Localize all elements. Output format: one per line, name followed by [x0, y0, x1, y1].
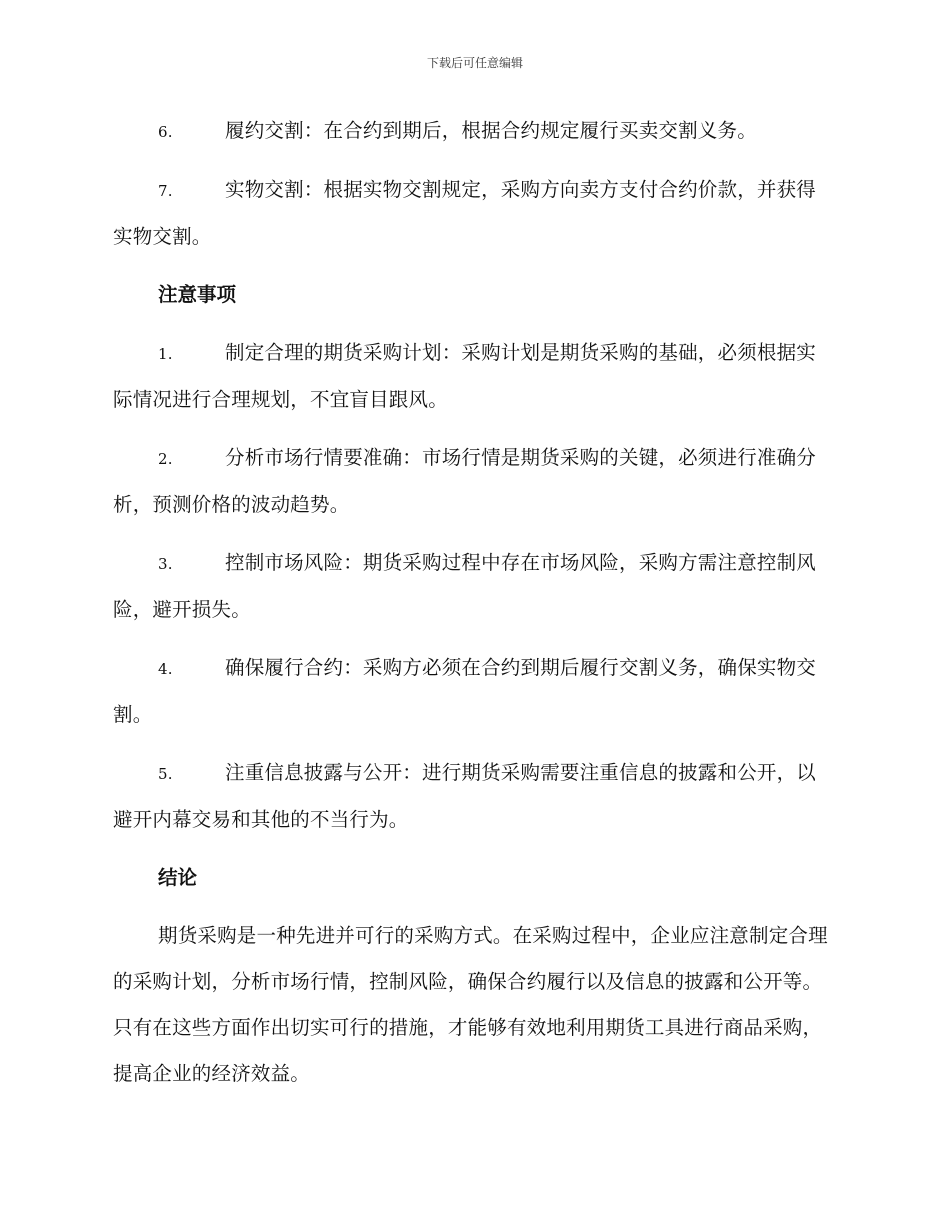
list-number: 2.	[158, 450, 173, 468]
section-heading-conclusion: 结论	[158, 866, 198, 889]
conclusion-paragraph: 期货采购是一种先进并可行的采购方式。在采购过程中，企业应注意制定合理的采购计划，分析市场行情，控制风险，确保合约履行以及信息的披露和公开等。只有在这些方面作出切实可行的措施，才能够有效地利用期货工具进行商品采购，提高企业的经济效益。	[113, 924, 828, 1085]
list-item-step-6	[113, 108, 835, 155]
list-number: 6.	[158, 123, 173, 141]
list-number: 3.	[158, 555, 173, 573]
document-body	[113, 108, 835, 1097]
list-item-text: 确保履行合约：采购方必须在合约到期后履行交割义务，确保实物交割。	[113, 656, 817, 726]
list-item-note-1	[113, 330, 835, 423]
list-number: 1.	[158, 345, 173, 363]
list-item-note-4	[113, 645, 835, 738]
list-item-note-2	[113, 435, 835, 528]
list-item-text: 制定合理的期货采购计划：采购计划是期货采购的基础，必须根据实际情况进行合理规划，不宜盲目跟风。	[113, 341, 817, 411]
list-item-text: 实物交割：根据实物交割规定，采购方向卖方支付合约价款，并获得实物交割。	[113, 178, 817, 248]
list-item-text: 控制市场风险：期货采购过程中存在市场风险，采购方需注意控制风险，避开损失。	[113, 551, 817, 621]
list-item-text: 分析市场行情要准确：市场行情是期货采购的关键，必须进行准确分析，预测价格的波动趋势。	[113, 446, 817, 516]
list-item-note-5	[113, 750, 835, 843]
list-item-text: 履约交割：在合约到期后，根据合约规定履行买卖交割义务。	[225, 119, 757, 142]
list-number: 4.	[158, 660, 173, 678]
page-header: 下载后可任意编辑	[426, 56, 523, 70]
list-item-note-3	[113, 540, 835, 633]
section-heading-notes: 注意事项	[158, 283, 237, 306]
list-number: 7.	[158, 182, 173, 200]
list-number: 5.	[158, 765, 173, 783]
list-item-text: 注重信息披露与公开：进行期货采购需要注重信息的披露和公开，以避开内幕交易和其他的不当行为。	[113, 761, 817, 831]
list-item-step-7	[113, 167, 835, 260]
